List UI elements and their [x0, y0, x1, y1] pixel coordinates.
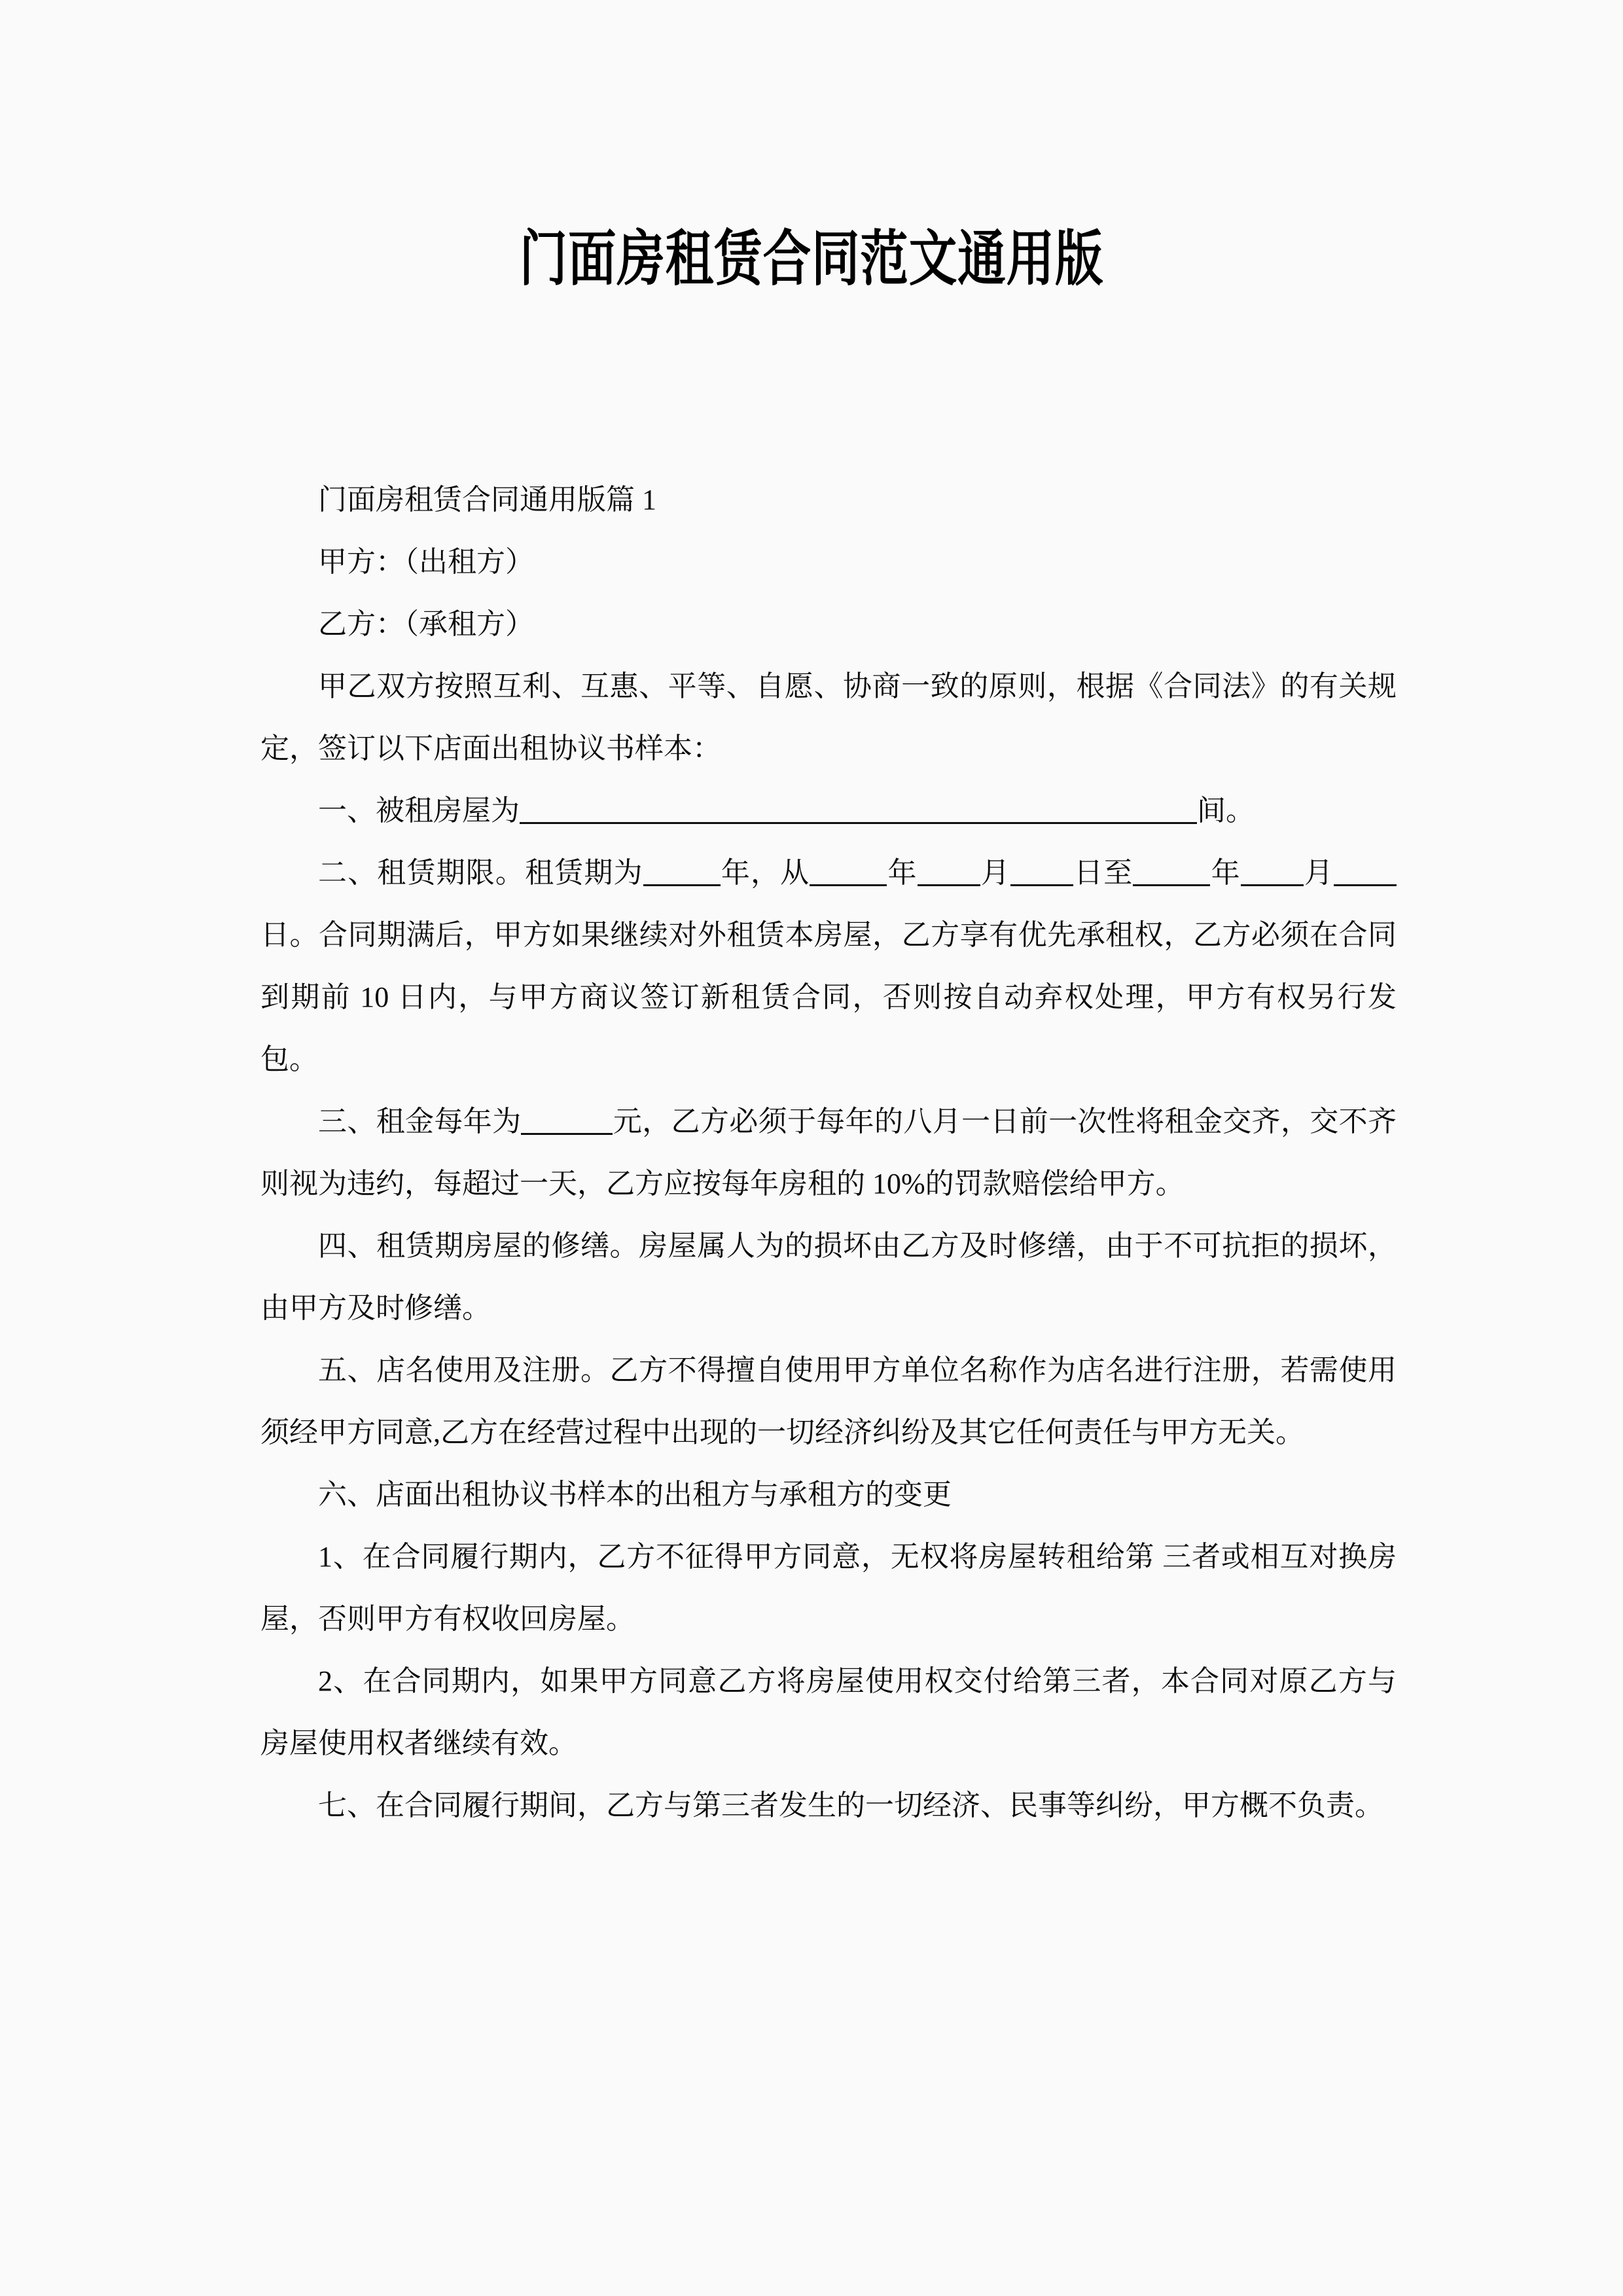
clause-5-paragraph: 五、店名使用及注册。乙方不得擅自使用甲方单位名称作为店名进行注册，若需使用须经甲方同意,乙方在经营过程中出现的一切经济纠纷及其它任何责任与甲方无关。 [260, 1354, 1397, 1448]
clause-2-blank-start-month[interactable] [918, 861, 980, 886]
clause-2-seg-7: 日。合同期满后，甲方如果继续对外租赁本房屋，乙方享有优先承租权，乙方必须在合同到期前 10 日内，与甲方商议签订新租赁合同，否则按自动弃权处理，甲方有权另行发包。 [260, 919, 1397, 1075]
clause-2-seg-6: 月 [1303, 857, 1334, 889]
clause-2-blank-end-day[interactable] [1334, 861, 1397, 886]
clause-7-paragraph: 七、在合同履行期间，乙方与第三者发生的一切经济、民事等纠纷，甲方概不负责。 [318, 1789, 1383, 1821]
clause-6-item-2-paragraph: 2、在合同期内，如果甲方同意乙方将房屋使用权交付给第三者，本合同对原乙方与房屋使用权者继续有效。 [260, 1665, 1397, 1759]
clause-2-paragraph [260, 842, 1397, 1090]
clause-3-paragraph [260, 1090, 1397, 1215]
clause-3-seg-0: 三、租金每年为 [318, 1105, 522, 1138]
clause-2-seg-3: 月 [980, 857, 1010, 889]
clause-2-seg-5: 年 [1210, 857, 1241, 889]
clause-2-blank-end-year[interactable] [1133, 861, 1210, 886]
clause-3-seg-1: 元，乙方必须于每年的八月一日前一次性将租金交齐，交不齐则视为违约，每超过一天，乙方应按每年房租的 10%的罚款赔偿给甲方。 [260, 1105, 1397, 1200]
clause-1-text-before: 一、被租房屋为 [318, 795, 520, 827]
document-body [260, 469, 1397, 1837]
clause-2-seg-2: 年 [887, 857, 918, 889]
clause-1-paragraph [260, 780, 1397, 842]
clause-2-blank-start-year[interactable] [810, 861, 887, 886]
clause-2-blank-start-day[interactable] [1010, 861, 1073, 886]
clause-1-text-after: 间。 [1197, 795, 1255, 827]
clause-2-blank-years[interactable] [643, 861, 721, 886]
section-heading: 门面房租赁合同通用版篇 1 [318, 484, 656, 516]
page-title: 门面房租赁合同范文通用版 [519, 225, 1104, 293]
clause-1-blank[interactable] [520, 798, 1197, 824]
clause-2-blank-end-month[interactable] [1241, 861, 1304, 886]
clause-6-paragraph: 六、店面出租协议书样本的出租方与承租方的变更 [318, 1479, 952, 1511]
party-b-line: 乙方：（承租方） [318, 608, 534, 640]
clause-2-seg-4: 日至 [1073, 857, 1133, 889]
clause-6-item-1-paragraph: 1、在合同履行期内，乙方不征得甲方同意，无权将房屋转租给第 三者或相互对换房屋，否则甲方有权收回房屋。 [260, 1541, 1397, 1635]
preamble-paragraph: 甲乙双方按照互利、互惠、平等、自愿、协商一致的原则，根据《合同法》的有关规定，签订以下店面出租协议书样本： [260, 670, 1397, 764]
clause-3-blank-rent[interactable] [521, 1109, 613, 1135]
party-a-line: 甲方：（出租方） [318, 546, 534, 578]
clause-2-seg-1: 年，从 [720, 857, 810, 889]
clause-2-seg-0: 二、租赁期限。租赁期为 [318, 857, 643, 889]
clause-4-paragraph: 四、租赁期房屋的修缮。房屋属人为的损坏由乙方及时修缮，由于不可抗拒的损坏，由甲方及时修缮。 [260, 1230, 1397, 1324]
